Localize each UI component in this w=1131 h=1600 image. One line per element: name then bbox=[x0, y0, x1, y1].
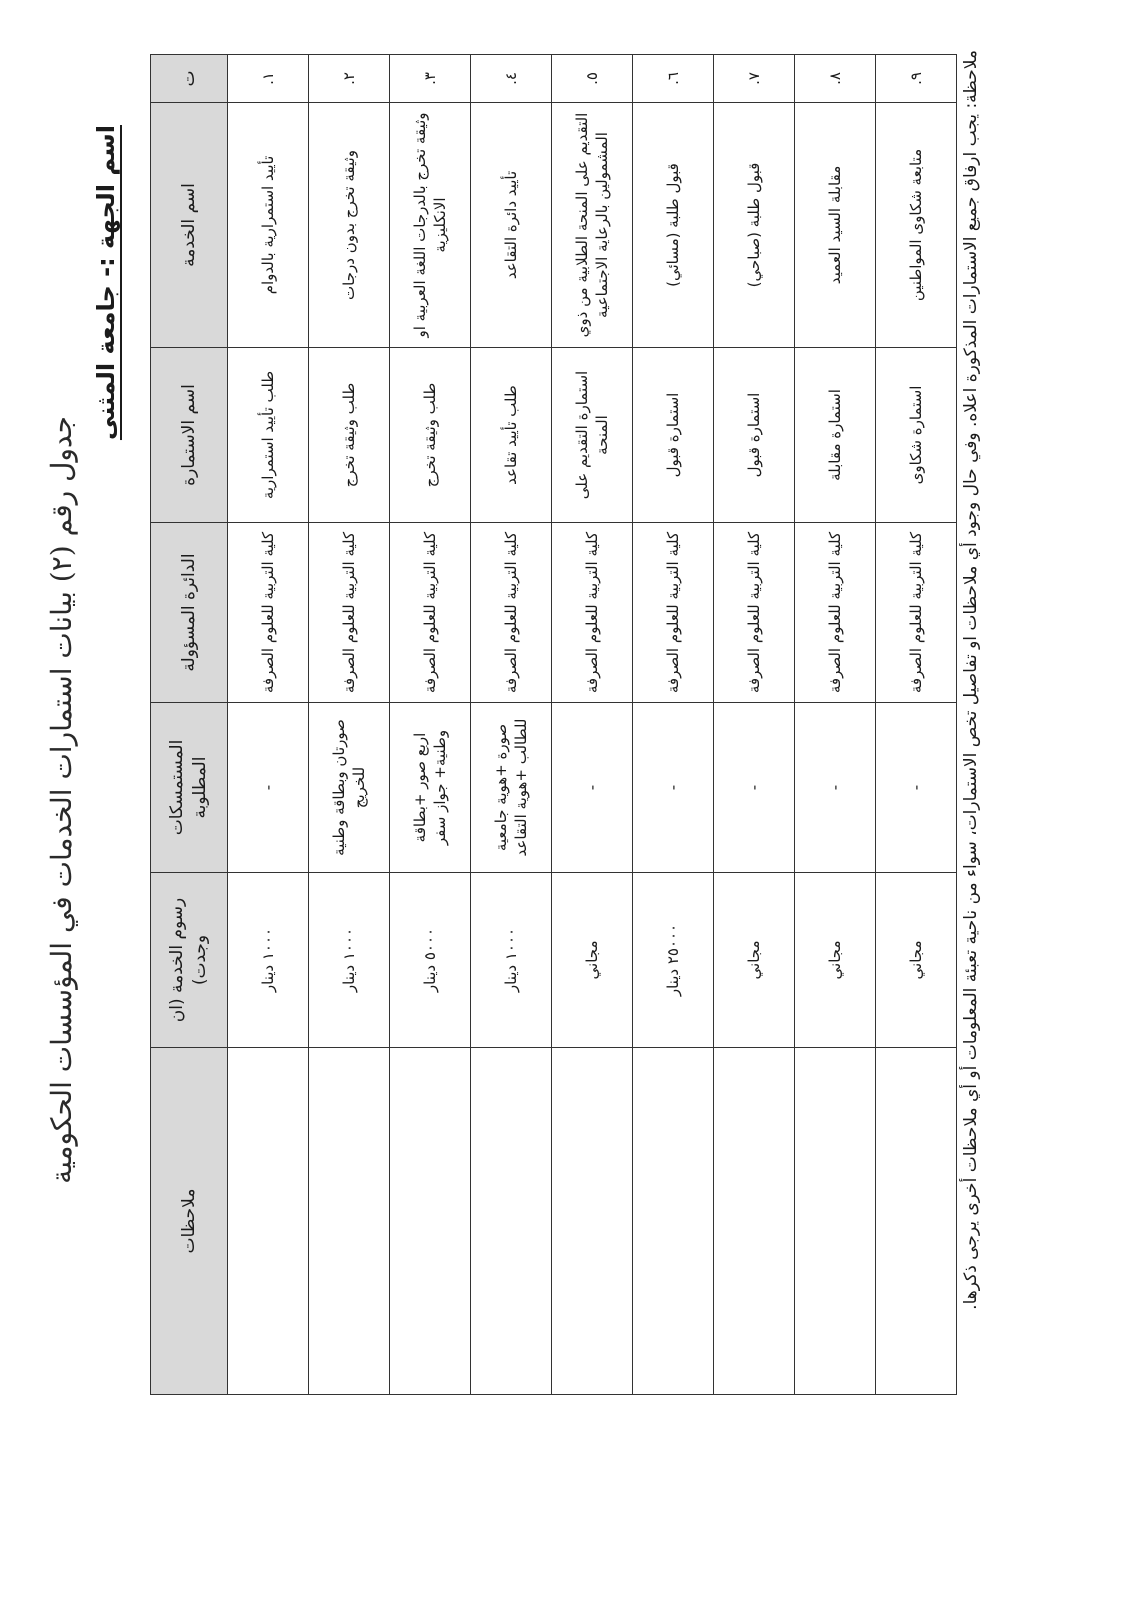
row-number-cell: ٩. bbox=[876, 55, 957, 103]
notes-cell bbox=[228, 1048, 309, 1395]
department-cell: كلية التربية للعلوم الصرفة bbox=[471, 523, 552, 703]
table-row bbox=[471, 55, 552, 1395]
header-form-name: اسم الاستمارة bbox=[151, 348, 228, 523]
form-name-cell: استمارة شكاوى bbox=[876, 348, 957, 523]
required-documents-cell: صورة +هوية جامعية للطالب +هوية التقاعد bbox=[471, 703, 552, 873]
required-documents-cell: - bbox=[552, 703, 633, 873]
table-row bbox=[633, 55, 714, 1395]
notes-cell bbox=[633, 1048, 714, 1395]
form-name-cell: استمارة قبول bbox=[633, 348, 714, 523]
form-name-cell: طلب تأييد استمرارية bbox=[228, 348, 309, 523]
service-name-cell: قبول طلبة (صباحي) bbox=[714, 103, 795, 348]
service-name-cell: قبول طلبة (مسائي) bbox=[633, 103, 714, 348]
notes-cell bbox=[876, 1048, 957, 1395]
service-fee-cell: ٥٠٠٠ دينار bbox=[390, 873, 471, 1048]
table-body bbox=[228, 55, 957, 1395]
table-row bbox=[795, 55, 876, 1395]
header-service-name: اسم الخدمة bbox=[151, 103, 228, 348]
required-documents-cell: - bbox=[795, 703, 876, 873]
form-name-cell: استمارة قبول bbox=[714, 348, 795, 523]
services-forms-table bbox=[150, 54, 957, 1395]
footer-note: ملاحظة: يجب ارفاق جميع الاستمارات المذكورة اعلاه. وفي حال وجود أي ملاحظات او تفاصيل تخص الاستمارات، سواء من ناحية تعبئة المعلومات أو أي ملاحظات أخرى يرجى ذكرها. bbox=[961, 50, 981, 1310]
department-cell: كلية التربية للعلوم الصرفة bbox=[795, 523, 876, 703]
service-name-cell: تأييد استمرارية بالدوام bbox=[228, 103, 309, 348]
form-name-cell: طلب وثيقة تخرج bbox=[309, 348, 390, 523]
form-name-cell: استمارة مقابلة bbox=[795, 348, 876, 523]
service-fee-cell: ١٠٠٠ دينار bbox=[309, 873, 390, 1048]
notes-cell bbox=[552, 1048, 633, 1395]
department-cell: كلية التربية للعلوم الصرفة bbox=[876, 523, 957, 703]
service-fee-cell: مجاني bbox=[714, 873, 795, 1048]
header-service-fees: رسوم الخدمة (ان وجدت) bbox=[151, 873, 228, 1048]
row-number-cell: ٧. bbox=[714, 55, 795, 103]
required-documents-cell: اربع صور +بطاقة وطنية+ جواز سفر bbox=[390, 703, 471, 873]
table-row bbox=[390, 55, 471, 1395]
table-header-row bbox=[151, 55, 228, 1395]
table-row bbox=[552, 55, 633, 1395]
required-documents-cell: - bbox=[228, 703, 309, 873]
organization-name: اسم الجهة :- جامعة المثنى bbox=[92, 125, 120, 441]
service-name-cell: وثيقة تخرج بدون درجات bbox=[309, 103, 390, 348]
form-name-cell: طلب تأييد تقاعد bbox=[471, 348, 552, 523]
row-number-cell: ٨. bbox=[795, 55, 876, 103]
notes-cell bbox=[795, 1048, 876, 1395]
header-number: ت bbox=[151, 55, 228, 103]
notes-cell bbox=[390, 1048, 471, 1395]
table-row bbox=[876, 55, 957, 1395]
table-row bbox=[309, 55, 390, 1395]
notes-cell bbox=[471, 1048, 552, 1395]
service-name-cell: تأييد دائرة التقاعد bbox=[471, 103, 552, 348]
service-fee-cell: ١٠٠٠ دينار bbox=[228, 873, 309, 1048]
table-row bbox=[714, 55, 795, 1395]
service-name-cell: مقابلة السيد العميد bbox=[795, 103, 876, 348]
required-documents-cell: - bbox=[714, 703, 795, 873]
header-notes: ملاحظات bbox=[151, 1048, 228, 1395]
row-number-cell: ٥. bbox=[552, 55, 633, 103]
row-number-cell: ١. bbox=[228, 55, 309, 103]
department-cell: كلية التربية للعلوم الصرفة bbox=[390, 523, 471, 703]
department-cell: كلية التربية للعلوم الصرفة bbox=[309, 523, 390, 703]
document-title: جدول رقم (٢) بيانات استمارات الخدمات في المؤسسات الحكومية bbox=[45, 416, 78, 1184]
row-number-cell: ٦. bbox=[633, 55, 714, 103]
department-cell: كلية التربية للعلوم الصرفة bbox=[714, 523, 795, 703]
form-name-cell: طلب وثيقة تخرج bbox=[390, 348, 471, 523]
row-number-cell: ٢. bbox=[309, 55, 390, 103]
department-cell: كلية التربية للعلوم الصرفة bbox=[633, 523, 714, 703]
service-name-cell: متابعة شكاوى المواطنين bbox=[876, 103, 957, 348]
notes-cell bbox=[309, 1048, 390, 1395]
service-fee-cell: مجاني bbox=[876, 873, 957, 1048]
service-fee-cell: مجاني bbox=[552, 873, 633, 1048]
service-fee-cell: ٢٥٠٠٠ دينار bbox=[633, 873, 714, 1048]
required-documents-cell: - bbox=[633, 703, 714, 873]
department-cell: كلية التربية للعلوم الصرفة bbox=[552, 523, 633, 703]
form-name-cell: استمارة التقديم على المنحة bbox=[552, 348, 633, 523]
row-number-cell: ٣. bbox=[390, 55, 471, 103]
table-row bbox=[228, 55, 309, 1395]
required-documents-cell: - bbox=[876, 703, 957, 873]
service-name-cell: التقديم على المنحة الطلابية من ذوي المشمولين بالرعاية الاجتماعية bbox=[552, 103, 633, 348]
department-cell: كلية التربية للعلوم الصرفة bbox=[228, 523, 309, 703]
service-fee-cell: ١٠٠٠ دينار bbox=[471, 873, 552, 1048]
row-number-cell: ٤. bbox=[471, 55, 552, 103]
notes-cell bbox=[714, 1048, 795, 1395]
service-name-cell: وثيقة تخرج بالدرجات اللغة العربية او الانكليزية bbox=[390, 103, 471, 348]
header-responsible-department: الدائرة المسؤولة bbox=[151, 523, 228, 703]
header-required-documents: المستمسكات المطلوبة bbox=[151, 703, 228, 873]
required-documents-cell: صورتان وبطاقة وطنية للخريج bbox=[309, 703, 390, 873]
service-fee-cell: مجاني bbox=[795, 873, 876, 1048]
